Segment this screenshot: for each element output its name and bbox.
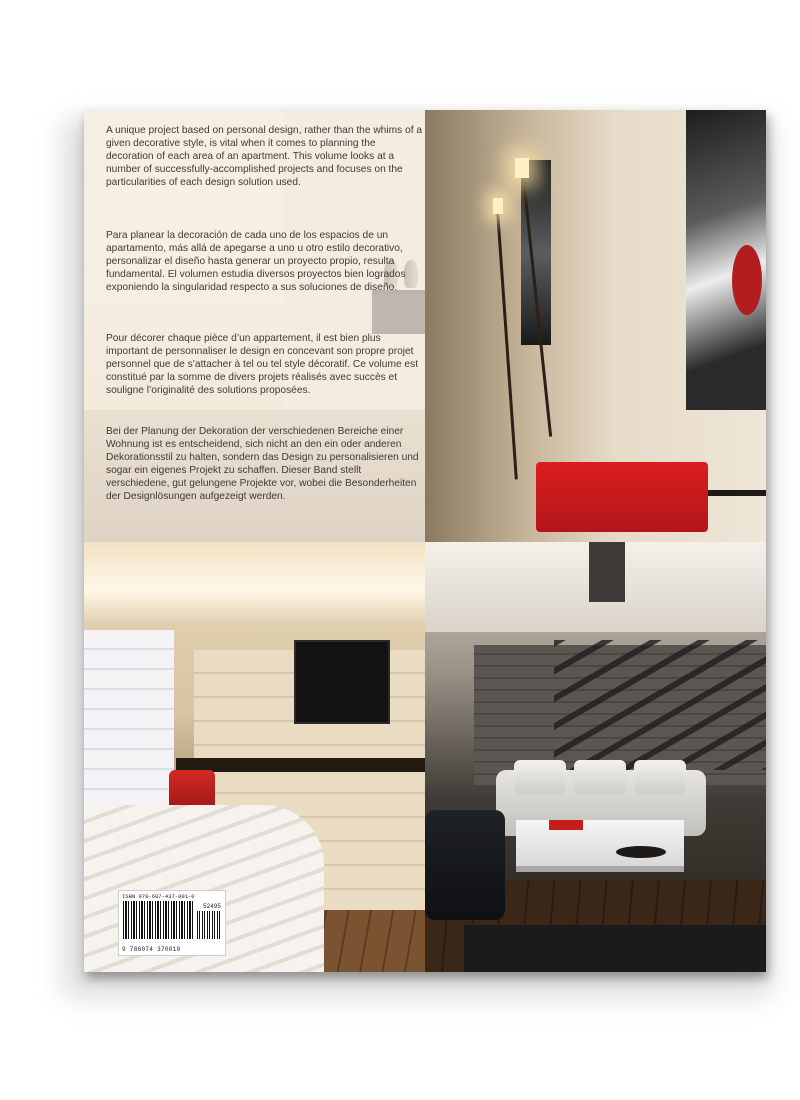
blurb-german: Bei der Planung der Dekoration der verschiedenen Bereiche einer Wohnung ist es entscheidend, sich nicht an den ein oder anderen Dekorationsstil zu halten, sondern das Design zu personalisieren und sogar ein eigenes Projekt zu schaffen. Dieser Band stellt verschiedene, gut gelungene Projekte vor, wobei die Besonderheiten der Designlösungen aufgezeigt werden.	[106, 426, 419, 503]
book-back-cover	[84, 110, 766, 972]
lamp-light	[515, 158, 529, 178]
price-code: 52495	[202, 903, 221, 910]
cushion	[574, 760, 626, 794]
barcode-bars	[123, 901, 193, 939]
staircase	[554, 640, 766, 770]
bowl	[616, 846, 666, 858]
rug	[464, 925, 766, 972]
red-book	[549, 820, 583, 830]
cushion	[634, 760, 686, 794]
isbn-barcode	[118, 890, 226, 956]
barcode-addon-bars	[197, 911, 221, 939]
text-overlay-panel	[84, 110, 425, 542]
blurb-spanish: Para planear la decoración de cada uno de los espacios de un apartamento, más allá de apegarse a uno u otro estilo decorativo, personalizar el diseño hasta generar un proyecto propio, resulta fundamental. El volumen estudia diversos proyectos bien logrados exponiendo la singularidad respecto a sus soluciones de diseño.	[106, 230, 406, 294]
isbn-text: ISBN 978-607-437-001-0	[122, 893, 195, 900]
blurb-english: A unique project based on personal design, rather than the whims of a given decorative style, is vital when it comes to planning the decoration of each area of an apartment. This volume looks at a number of successfully-accomplished projects and focuses on the particularities of each design solution used.	[106, 125, 423, 189]
lamp-light	[493, 198, 503, 214]
barcode-digits: 9 786074 370010	[122, 946, 181, 953]
coffee-table	[516, 820, 684, 872]
window-blind	[84, 630, 174, 820]
desk	[176, 758, 425, 772]
artwork-red-lips	[732, 245, 762, 315]
leather-armchair	[425, 810, 505, 920]
ceiling-cove-light	[84, 542, 425, 622]
red-bench	[536, 462, 708, 532]
ceiling-beam	[589, 542, 625, 602]
blurb-french: Pour décorer chaque pièce d’un appartement, il est bien plus important de personnaliser le design en concevant son propre projet personnel que de s’attacher à tel ou tel style décoratif. Ce volume est constitué par la somme de divers projets réalisés avec succès et souligne l’originalité des solutions proposées.	[106, 333, 419, 397]
television	[294, 640, 390, 724]
cushion	[514, 760, 566, 794]
